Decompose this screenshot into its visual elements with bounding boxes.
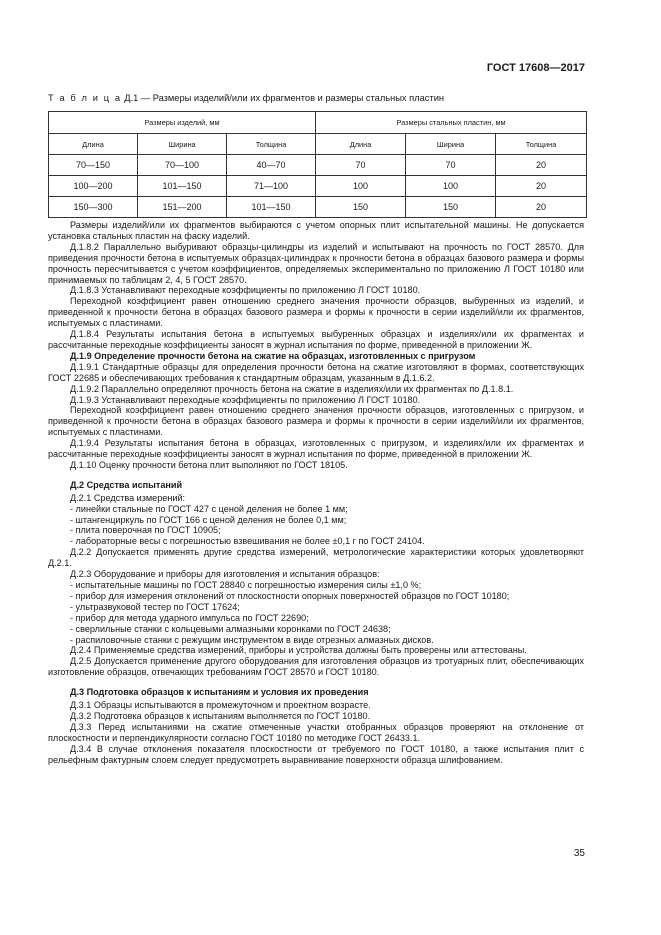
- column-header: Толщина: [496, 134, 587, 155]
- paragraph: Д.1.8.3 Устанавливают переходные коэффициенты по приложению Л ГОСТ 10180.: [70, 285, 421, 296]
- table-cell: 150—300: [49, 197, 138, 218]
- paragraph: Д.2.3 Оборудование и приборы для изготовления и испытания образцов:: [70, 569, 380, 580]
- list-item: - штангенциркуль по ГОСТ 166 с ценой деления не более 0,1 мм;: [70, 514, 347, 525]
- table-cell: 151—200: [138, 197, 227, 218]
- paragraph: Д.1.9.4 Результаты испытания бетона в образцах, изготовленных с пригрузом, и изделиях/или их фрагментах и рассчитанные переходные коэффициенты заносят в журнал испытания по форме, приведенной в приложении Ж.: [48, 438, 584, 460]
- table-cell: 70—100: [138, 155, 227, 176]
- table-cell: 101—150: [227, 197, 316, 218]
- column-header: Толщина: [227, 134, 316, 155]
- paragraph: Д.2.4 Применяемые средства измерений, приборы и устройства должны быть проверены или аттестованы.: [70, 645, 527, 656]
- table-cell: 70—150: [49, 155, 138, 176]
- group-header-products: Размеры изделий, мм: [49, 112, 316, 134]
- table-cell: 70: [316, 155, 406, 176]
- section-heading: Д.3 Подготовка образцов к испытаниям и условия их проведения: [70, 687, 369, 698]
- table-cell: 150: [406, 197, 496, 218]
- paragraph: Д.1.9.3 Устанавливают переходные коэффициенты по приложению Л ГОСТ 10180.: [70, 394, 421, 405]
- list-item: - лабораторные весы с погрешностью взвешивания не более ±0,1 г по ГОСТ 24104.: [70, 536, 425, 547]
- paragraph: Д.3.1 Образцы испытываются в промежуточном и проектном возрасте.: [70, 700, 371, 711]
- paragraph: Д.3.4 В случае отклонения показателя плоскостности от требуемого по ГОСТ 10180, а также испытания плит с рельефным фактурным слоем следует предусмотреть выравнивание поверхности образца шлифованием.: [48, 743, 584, 765]
- table-cell: 20: [496, 197, 587, 218]
- list-item: - прибор для измерения отклонений от плоскостности опорных поверхностей образцов по ГОСТ 10180;: [70, 590, 510, 601]
- paragraph: Д.1.8.2 Параллельно выбуривают образцы-цилиндры из изделий и испытывают на прочность по ГОСТ 28570. Для приведения прочности бетона в испытуемых образцах-цилиндрах к прочности бетона в образцах базового размера и формы прочность пересчитывается с учетом коэффициентов, определяемых экспериментально по приложению Л ГОСТ 10180 или принимаемых по таблицам 2, 4, 5 ГОСТ 28570.: [48, 241, 584, 285]
- paragraph: Переходной коэффициент равен отношению среднего значения прочности образцов, изготовленных с пригрузом, и приведенной к прочности бетона в образцах базового размера и формы к прочности в серии изделий/или их фрагментов, испытуемых с пластинами.: [48, 405, 584, 438]
- paragraph: Д.2.1 Средства измерений:: [70, 492, 186, 503]
- table-cell: 70: [406, 155, 496, 176]
- list-item: - распиловочные станки с режущим инструментом в виде отрезных алмазных дисков.: [70, 634, 434, 645]
- list-item: - прибор для метода ударного импульса по ГОСТ 22690;: [70, 612, 309, 623]
- column-header: Длина: [49, 134, 138, 155]
- table-cell: 100: [406, 176, 496, 197]
- paragraph: Д.1.10 Оценку прочности бетона плит выполняют по ГОСТ 18105.: [70, 459, 348, 470]
- table-cell: 101—150: [138, 176, 227, 197]
- group-header-plates: Размеры стальных пластин, мм: [316, 112, 587, 134]
- list-item: - сверлильные станки с кольцевыми алмазными коронками по ГОСТ 24638;: [70, 623, 391, 634]
- table-group-header-row: [49, 112, 587, 134]
- table-caption-text: Д.1 — Размеры изделий/или их фрагментов и размеры стальных пластин: [124, 93, 445, 103]
- table-row: [49, 155, 587, 176]
- table-cell: 71—100: [227, 176, 316, 197]
- column-header: Ширина: [138, 134, 227, 155]
- table-column-header-row: [49, 134, 587, 155]
- table-cell: 20: [496, 176, 587, 197]
- paragraph: Размеры изделий/или их фрагментов выбираются с учетом опорных плит испытательной машины. Не допускается установка стальных пластин на фаску изделий.: [48, 220, 584, 241]
- paragraph: Д.2.2 Допускается применять другие средства измерений, метрологические характеристики которых удовлетворяют Д.2.1.: [48, 547, 584, 569]
- list-item: - плита поверочная по ГОСТ 10905;: [70, 525, 221, 536]
- list-item: - ультразвуковой тестер по ГОСТ 17624;: [70, 601, 240, 612]
- list-item: - испытательные машины по ГОСТ 28840 с погрешностью измерения силы ±1,0 %;: [70, 580, 422, 590]
- paragraph: Д.3.2 Подготовка образцов к испытаниям выполняется по ГОСТ 10180.: [70, 710, 371, 721]
- table-caption-prefix: Т а б л и ц а: [48, 93, 122, 103]
- table-cell: 20: [496, 155, 587, 176]
- table-caption: [48, 93, 444, 103]
- table-row: [49, 197, 587, 218]
- document-standard-header: ГОСТ 17608—2017: [486, 62, 585, 74]
- column-header: Ширина: [406, 134, 496, 155]
- list-item: - линейки стальные по ГОСТ 427 с ценой деления не более 1 мм;: [70, 503, 348, 514]
- paragraph: Д.2.5 Допускается применение другого оборудования для изготовления образцов из тротуарных плит, обеспечивающих изготовление образцов, отвечающих требованиям ГОСТ 28570 и ГОСТ 10180.: [48, 656, 584, 678]
- paragraph: Переходной коэффициент равен отношению среднего значения прочности образцов, выбуренных из изделий, и приведенной к прочности бетона в образцах базового размера и формы к прочности в серии изделий/или их фрагментов, испытуемых с пластинами.: [48, 296, 584, 329]
- paragraph: Д.3.3 Перед испытаниями на сжатие отмеченные участки отобранных образцов проверяют на отклонение от плоскостности и перпендикулярности согласно ГОСТ 10180 по методике ГОСТ 26433.1.: [48, 721, 584, 743]
- dimensions-table: [48, 111, 587, 218]
- table-cell: 100: [316, 176, 406, 197]
- table-cell: 150: [316, 197, 406, 218]
- section-heading: Д.2 Средства испытаний: [70, 479, 183, 490]
- document-body: [48, 220, 584, 766]
- paragraph: Д.1.9.1 Стандартные образцы для определения прочности бетона на сжатие изготовляют в формах, соответствующих ГОСТ 22685 и обеспечивающих требования к стандартным образцам, указанным в Д.1.6.2.: [48, 361, 584, 383]
- table-row: [49, 176, 587, 197]
- paragraph: Д.1.9.2 Параллельно определяют прочность бетона на сжатие в изделиях/или их фрагментах по Д.1.8.1.: [70, 383, 514, 394]
- page-number: 35: [573, 848, 585, 859]
- table-cell: 100—200: [49, 176, 138, 197]
- subsection-heading: Д.1.9 Определение прочности бетона на сжатие на образцах, изготовленных с пригрузом: [70, 350, 476, 361]
- table-cell: 40—70: [227, 155, 316, 176]
- paragraph: Д.1.8.4 Результаты испытания бетона в испытуемых выбуренных образцах и изделиях/или их фрагментах и рассчитанные переходные коэффициенты заносят в журнал испытания по форме, приведенной в приложении Ж.: [48, 329, 584, 350]
- column-header: Длина: [316, 134, 406, 155]
